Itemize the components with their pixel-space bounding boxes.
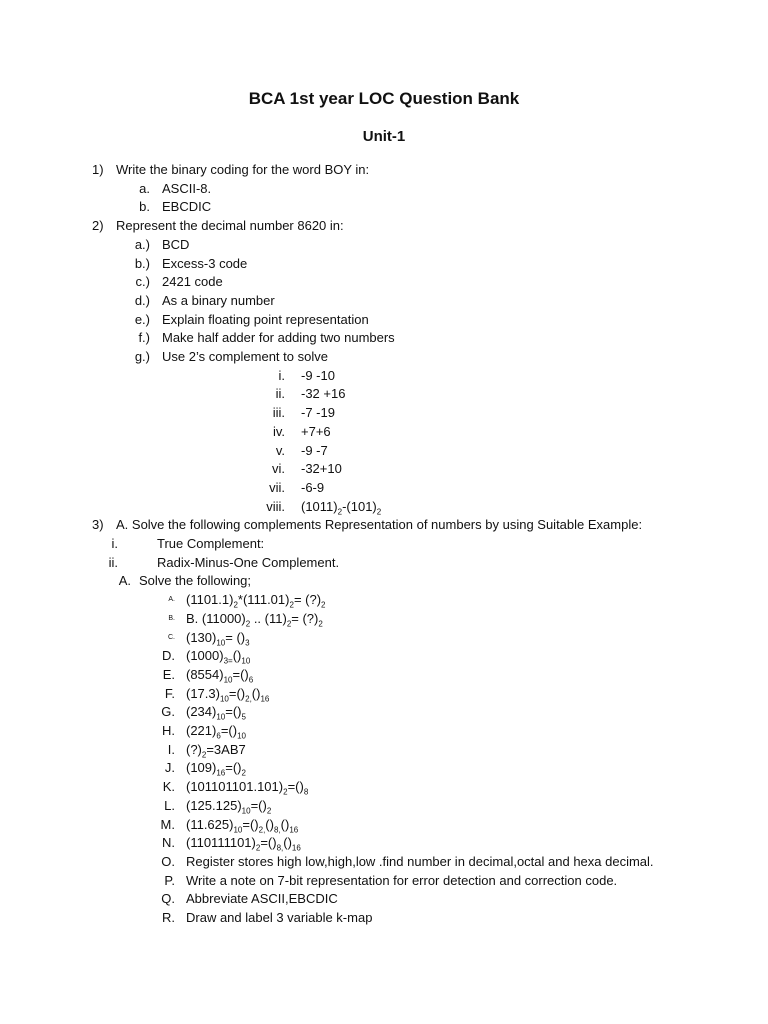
expression-text: =() [242, 816, 259, 832]
unit-heading: Unit-1 [362, 128, 406, 145]
subscript-base: 2 [255, 843, 261, 853]
question-2-item [0, 292, 768, 310]
subscript-base: 16 [289, 825, 299, 835]
expression-text: () [265, 816, 274, 832]
expression-text: =() [228, 685, 246, 701]
subitem-text: -7 -19 [301, 405, 335, 421]
subscript-base: 2, [258, 825, 266, 835]
subitem-text: +7+6 [301, 423, 331, 439]
subscript-base: 3= [223, 656, 233, 666]
expression-text: (110111101) [186, 835, 256, 851]
problem-marker: F. [164, 685, 175, 701]
item-marker: d.) [134, 292, 150, 308]
solve-problem [0, 647, 768, 665]
subscript-base: 2 [376, 507, 382, 517]
item-marker: b. [139, 199, 150, 215]
question-2-item [0, 311, 768, 329]
problem-marker: M. [160, 816, 175, 832]
item-marker: f.) [138, 330, 150, 346]
item-marker: a. [139, 180, 150, 196]
item-text: Radix-Minus-One Complement. [157, 554, 340, 570]
subscript-base: 10 [237, 731, 246, 741]
expression-text: =() [287, 779, 304, 795]
subitem-marker: i. [278, 367, 285, 383]
solve-heading [0, 572, 768, 590]
question-3-roman-item [0, 535, 768, 553]
expression-text: -(101) [342, 498, 377, 514]
expression-text: () [251, 685, 261, 701]
solve-problem [0, 890, 768, 908]
expression-text: .. (11) [250, 610, 287, 626]
subitem-text: -9 -10 [301, 367, 335, 383]
subscript-base: 2 [286, 619, 292, 629]
subscript-base: 6 [216, 731, 221, 741]
item-marker: A. [118, 573, 131, 589]
expression-text: (11.625) [186, 816, 234, 832]
item-marker: g.) [134, 349, 150, 364]
problem-text [186, 853, 654, 871]
complement-subitem [0, 498, 768, 516]
solve-problem [0, 778, 768, 796]
problem-text [186, 890, 338, 908]
solve-problem [0, 591, 768, 609]
question-text: Write the binary coding for the word BOY in: [116, 162, 370, 177]
problem-marker: K. [162, 779, 175, 795]
subscript-base: 8, [273, 825, 281, 835]
subscript-base: 3 [245, 638, 250, 648]
subscript-base: 2 [245, 619, 251, 629]
complement-subitem [0, 367, 768, 385]
subscript-base: 2 [233, 600, 238, 610]
item-marker: i. [111, 536, 118, 551]
problem-text [186, 909, 372, 927]
subscript-base: 10 [216, 712, 226, 722]
expression-text: (1000) [186, 648, 224, 664]
expression-text: () [283, 835, 292, 851]
question-text: A. Solve the following complements Representation of numbers by using Suitable Example: [116, 517, 643, 533]
item-marker: b.) [134, 255, 150, 271]
expression-text: =() [220, 723, 238, 738]
item-text: As a binary number [162, 292, 275, 308]
subscript-base: 16 [216, 768, 226, 778]
item-text: 2421 code [162, 274, 223, 290]
expression-text: *(111.01) [237, 592, 290, 608]
subitem-marker: iv. [272, 423, 285, 439]
expression-text: (234) [186, 704, 217, 720]
expression-text: (130) [186, 629, 217, 645]
solve-problem [0, 797, 768, 815]
item-text: Make half adder for adding two numbers [162, 330, 395, 346]
complement-subitem [0, 423, 768, 441]
item-marker: a.) [134, 236, 150, 252]
subscript-base: 10 [233, 825, 243, 835]
problem-marker: R. [162, 910, 175, 925]
expression-text: Abbreviate ASCII,EBCDIC [186, 891, 338, 907]
question-3-roman-item [0, 554, 768, 572]
expression-text: () [232, 648, 242, 664]
solve-problem [0, 610, 768, 628]
problem-marker: I. [167, 741, 175, 757]
subscript-base: 2 [289, 600, 294, 610]
expression-text: (101101101.101) [186, 779, 284, 795]
item-text: EBCDIC [162, 199, 212, 215]
expression-text: =3AB7 [206, 741, 246, 757]
expression-text: Register stores high low,high,low .find number in decimal,octal and hexa decimal. [186, 853, 654, 869]
subscript-base: 10 [223, 675, 233, 685]
expression-text: (?) [186, 741, 202, 757]
subscript-base: 2 [337, 507, 343, 517]
expression-text: = (?) [293, 592, 322, 608]
question-2-item [0, 236, 768, 254]
complement-subitem [0, 479, 768, 497]
solve-problem [0, 816, 768, 834]
subitem-text: -9 -7 [301, 442, 328, 458]
problem-marker: J. [164, 760, 175, 776]
solve-problem [0, 722, 768, 740]
question-3 [0, 516, 768, 534]
item-text: Excess-3 code [162, 255, 248, 271]
expression-text: = () [225, 629, 246, 645]
subscript-base: 10 [241, 656, 251, 666]
subscript-base: 5 [241, 712, 246, 722]
complement-subitem [0, 460, 768, 478]
expression-text: = (?) [291, 610, 319, 626]
subscript-base: 2 [321, 600, 326, 610]
question-2-item [0, 329, 768, 347]
question-2-item [0, 348, 768, 366]
document-title: BCA 1st year LOC Question Bank [248, 89, 520, 108]
solve-problem [0, 853, 768, 871]
question-1-item [0, 180, 768, 198]
subscript-base: 10 [216, 638, 226, 648]
problem-marker: H. [162, 723, 175, 738]
expression-text: (17.3) [186, 685, 220, 701]
solve-problem [0, 909, 768, 927]
question-1-item [0, 198, 768, 216]
expression-text: =() [232, 666, 249, 682]
solve-problem [0, 666, 768, 684]
expression-text: =() [225, 704, 242, 720]
complement-subitem [0, 404, 768, 422]
problem-marker: D. [162, 648, 175, 664]
expression-text: =() [260, 835, 277, 851]
expression-text: B. (11000) [186, 610, 246, 626]
problem-marker: A. [168, 596, 175, 604]
subitem-marker: ii. [275, 386, 285, 402]
item-marker: ii. [108, 554, 118, 570]
subscript-base: 2 [283, 787, 288, 797]
subscript-base: 8 [303, 787, 309, 797]
problem-marker: C. [168, 633, 175, 641]
complement-subitem [0, 442, 768, 460]
subitem-marker: viii. [266, 498, 285, 514]
expression-text: (221) [186, 723, 217, 738]
problem-marker: P. [164, 872, 175, 888]
subscript-base: 16 [291, 843, 301, 853]
expression-text: (125.125) [186, 797, 242, 813]
question-number: 1) [92, 162, 104, 177]
expression-text: (109) [186, 760, 217, 776]
question-text: Represent the decimal number 8620 in: [116, 218, 344, 234]
subitem-marker: v. [275, 442, 285, 458]
subscript-base: 10 [241, 806, 251, 816]
expression-text: (8554) [186, 666, 224, 682]
solve-problem [0, 741, 768, 759]
subitem-marker: vii. [269, 479, 285, 495]
subscript-base: 2 [241, 768, 246, 778]
problem-marker: E. [162, 666, 175, 682]
expression-text: Write a note on 7-bit representation for error detection and correction code. [186, 872, 618, 888]
question-2 [0, 217, 768, 235]
question-2-item [0, 273, 768, 291]
solve-problem [0, 872, 768, 890]
expression-text: =() [225, 760, 242, 776]
problem-marker: B. [168, 614, 175, 622]
complement-subitem [0, 385, 768, 403]
expression-text: =() [250, 797, 267, 813]
question-number: 2) [92, 218, 104, 234]
expression-text: Draw and label 3 variable k-map [186, 910, 373, 925]
expression-text: (1011) [301, 498, 338, 514]
subitem-text: -32 +16 [301, 386, 346, 402]
item-text: True Complement: [157, 536, 265, 551]
problem-marker: L. [164, 797, 175, 813]
problem-marker: Q. [161, 891, 175, 907]
subitem-marker: vi. [272, 461, 285, 477]
problem-marker: N. [162, 835, 175, 851]
question-number: 3) [92, 517, 104, 533]
item-text: BCD [162, 236, 190, 252]
subscript-base: 2, [245, 694, 252, 704]
subitem-text: -32+10 [301, 461, 342, 477]
item-text: Use 2’s complement to solve [162, 349, 328, 364]
subscript-base: 16 [260, 694, 270, 704]
item-text: Solve the following; [139, 573, 252, 589]
subscript-base: 2 [201, 750, 207, 760]
subscript-base: 6 [248, 675, 254, 685]
problem-marker: G. [161, 704, 175, 720]
subscript-base: 2 [318, 619, 323, 629]
subscript-base: 2 [266, 806, 272, 816]
solve-problem [0, 759, 768, 777]
item-text: Explain floating point representation [162, 311, 369, 327]
problem-text [186, 872, 617, 890]
item-text: ASCII-8. [162, 180, 212, 196]
subitem-text: -6-9 [301, 479, 325, 495]
subscript-base: 8, [276, 843, 284, 853]
solve-problem [0, 685, 768, 703]
item-marker: c.) [135, 274, 150, 290]
question-2-item [0, 255, 768, 273]
solve-problem [0, 703, 768, 721]
subitem-marker: iii. [272, 405, 285, 421]
problem-marker: O. [161, 853, 175, 869]
expression-text: () [280, 816, 290, 832]
subscript-base: 10 [219, 694, 229, 704]
expression-text: (1101.1) [186, 592, 234, 608]
question-1 [0, 161, 768, 179]
solve-problem [0, 629, 768, 647]
solve-problem [0, 834, 768, 852]
item-marker: e.) [134, 311, 150, 327]
